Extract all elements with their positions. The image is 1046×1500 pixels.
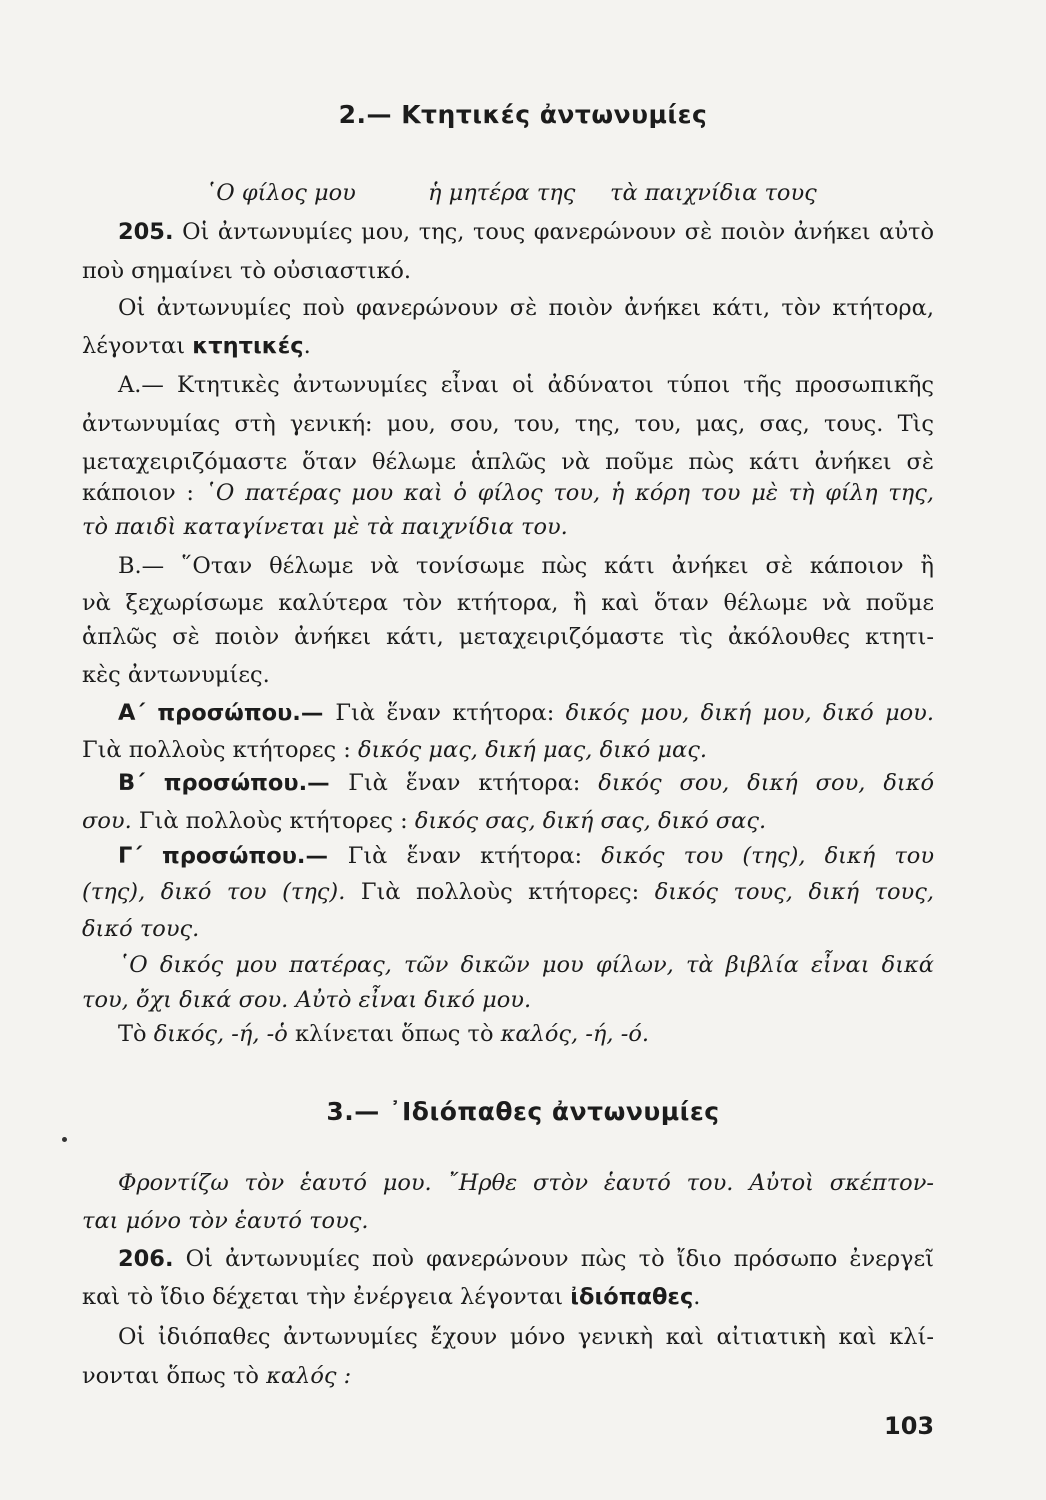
definition-line-1: Οἱ ἀντωνυμίες ποὺ φανερώνουν σὲ ποιὸν ἀνήκει κάτι, τὸν κτήτορα, [118, 295, 934, 321]
section-a-line-5: τὸ παιδὶ καταγίνεται μὲ τὰ παιχνίδια του. [82, 514, 568, 540]
paragraph-206-line-1: 206. Οἱ ἀντωνυμίες ποὺ φανερώνουν πὼς τὸ ἴδιο πρόσωπο ἐνεργεῖ [118, 1246, 934, 1272]
term-reflexive: ἰδιόπαθες [570, 1284, 694, 1310]
third-person-line-1: Γ΄ προσώπου.— Γιὰ ἕναν κτήτορα: δικός του (της), δική του [118, 843, 934, 869]
examples-line-2: του, ὄχι δικά σου. Αὐτὸ εἶναι δικό μου. [82, 987, 532, 1013]
term-possessive: κτητικές [192, 333, 304, 359]
first-person-line-2: Γιὰ πολλοὺς κτήτορες : δικός μας, δική μας, δικό μας. [82, 737, 707, 763]
example-3: τὰ παιχνίδια τους [610, 180, 817, 206]
paragraph-number: 205. [118, 219, 174, 245]
section-a-line-4: κάποιον : ῾Ο πατέρας μου καὶ ὁ φίλος του, ἡ κόρη του μὲ τὴ φίλη της, [82, 480, 934, 506]
definition-line-2: λέγονται κτητικές. [82, 333, 311, 359]
paragraph-206-line-2: καὶ τὸ ἴδιο δέχεται τὴν ἐνέργεια λέγονται ἰδιόπαθες. [82, 1284, 701, 1310]
section-b-line-1: Β.— ῞Οταν θέλωμε νὰ τονίσωμε πὼς κάτι ἀνήκει σὲ κάποιον ἢ [118, 553, 934, 579]
section-a-line-2: ἀντωνυμίας στὴ γενική: μου, σου, του, της, του, μας, σας, τους. Τὶς [82, 411, 934, 437]
declension-note: Τὸ δικός, -ή, -ὁ κλίνεται ὅπως τὸ καλός, -ή, -ό. [118, 1021, 650, 1047]
section-heading-possessive: 2.— Κτητικές ἀντωνυμίες [338, 100, 708, 129]
section-heading-reflexive: 3.— ᾿Ιδιόπαθες ἀντωνυμίες [326, 1097, 720, 1126]
section-a-line-1: Α.— Κτητικὲς ἀντωνυμίες εἶναι οἱ ἀδύνατοι τύποι τῆς προσωπικῆς [118, 372, 934, 398]
paragraph-206-line-3: Οἱ ἰδιόπαθες ἀντωνυμίες ἔχουν μόνο γενικὴ καὶ αἰτιατικὴ καὶ κλί- [118, 1324, 934, 1350]
section-b-line-2: νὰ ξεχωρίσωμε καλύτερα τὸν κτήτορα, ἢ καὶ ὅταν θέλωμε νὰ ποῦμε [82, 590, 934, 616]
examples-line-1: ῾Ο δικός μου πατέρας, τῶν δικῶν μου φίλων, τὰ βιβλία εἶναι δικά [118, 952, 934, 978]
print-speck [62, 1137, 67, 1142]
page-number: 103 [884, 1412, 935, 1440]
section-b-line-4: κὲς ἀντωνυμίες. [82, 662, 270, 688]
paragraph-205-line-2: ποὺ σημαίνει τὸ οὐσιαστικό. [82, 258, 412, 284]
paragraph-number-206: 206. [118, 1246, 174, 1272]
paragraph-205-line-1: 205. Οἱ ἀντωνυμίες μου, της, τους φανερώνουν σὲ ποιὸν ἀνήκει αὐτὸ [118, 219, 934, 245]
section-a-line-3: μεταχειριζόμαστε ὅταν θέλωμε ἁπλῶς νὰ ποῦμε πὼς κάτι ἀνήκει σὲ [82, 449, 934, 475]
reflexive-examples-line-2: ται μόνο τὸν ἑαυτό τους. [82, 1208, 369, 1234]
paragraph-206-line-4: νονται ὅπως τὸ καλός : [82, 1363, 352, 1389]
reflexive-examples-line-1: Φροντίζω τὸν ἑαυτό μου. ῎Ηρθε στὸν ἑαυτό του. Αὐτοὶ σκέπτον- [118, 1170, 934, 1196]
example-1: ῾Ο φίλος μου [205, 180, 356, 206]
example-2: ἡ μητέρα της [428, 180, 576, 206]
first-person-line-1: Α΄ προσώπου.— Γιὰ ἕναν κτήτορα: δικός μου, δική μου, δικό μου. [118, 700, 934, 726]
third-person-line-2: (της), δικό του (της). Γιὰ πολλοὺς κτήτορες: δικός τους, δική τους, [82, 879, 934, 905]
second-person-line-1: Β΄ προσώπου.— Γιὰ ἕναν κτήτορα: δικός σου, δική σου, δικό [118, 770, 935, 796]
third-person-line-3: δικό τους. [82, 916, 200, 942]
section-b-line-3: ἁπλῶς σὲ ποιὸν ἀνήκει κάτι, μεταχειριζόμαστε τὶς ἀκόλουθες κτητι- [82, 624, 934, 650]
second-person-line-2: σου. Γιὰ πολλοὺς κτήτορες : δικός σας, δική σας, δικό σας. [82, 808, 767, 834]
